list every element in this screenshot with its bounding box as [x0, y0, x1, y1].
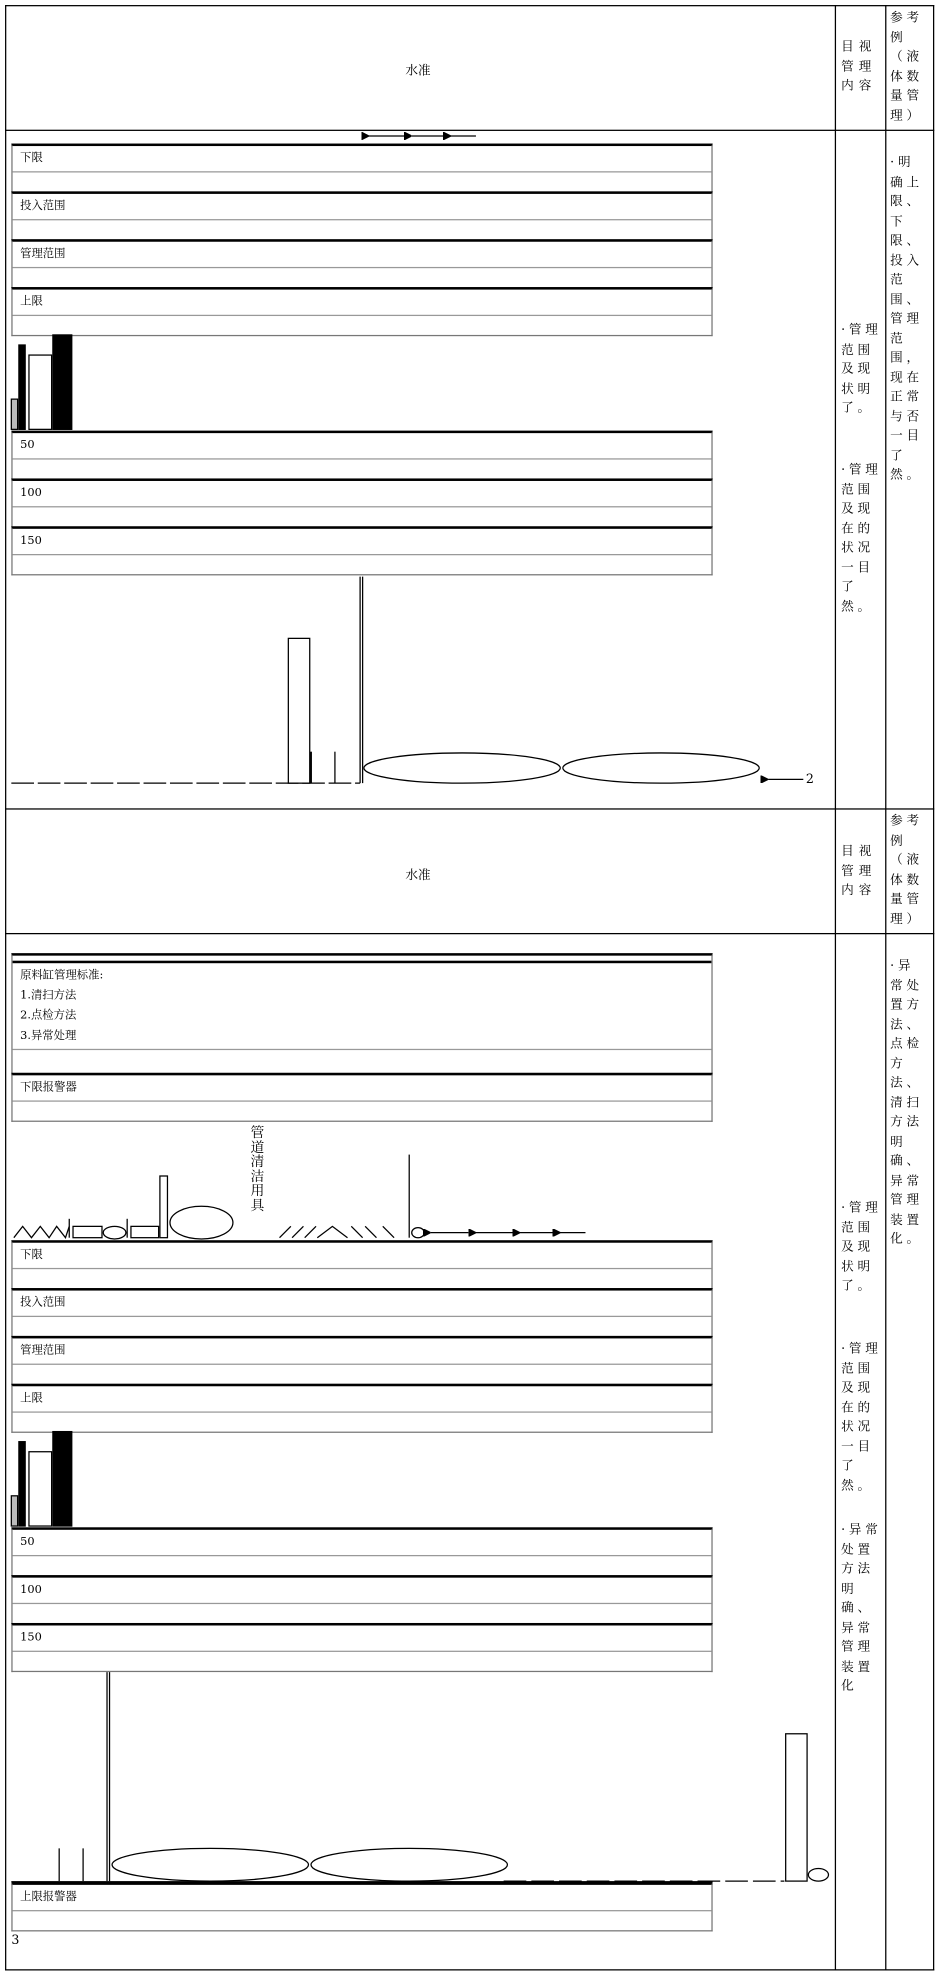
col2-text-2: ·管理范围及现在的状况一目了然。: [841, 1342, 882, 1493]
col2-text-3: ·异常处置方法明确、异常管理装置化: [841, 1523, 882, 1694]
tank-ellipse: [311, 1848, 507, 1881]
header-level-title: 水准: [405, 868, 431, 883]
level-bars: [11, 1432, 71, 1526]
tank-ellipse: [364, 753, 560, 783]
pump-box: [131, 1226, 159, 1237]
pump-box: [73, 1226, 102, 1237]
col3-text: ·异常处置方法、点检方法、清扫方法明确、异常管理装置化。: [890, 959, 923, 1247]
band-label: 下限: [20, 152, 43, 165]
tool-label: 管道清洁用具: [250, 1124, 265, 1214]
band-label: 管理范围: [20, 248, 66, 261]
band-label: 上限: [20, 1392, 43, 1406]
band-label: 150: [20, 1631, 42, 1645]
band-label: 管理范围: [20, 1344, 66, 1358]
vent-pipe: [160, 1176, 168, 1238]
arrow-label: 2: [805, 773, 814, 787]
tank-ellipse: [563, 753, 759, 783]
valve-ellipse: [412, 1228, 425, 1238]
col2-text-1: ·管理范围及现状明了。: [841, 323, 882, 416]
overflow-column: [786, 1734, 807, 1881]
band-label: 100: [20, 487, 42, 500]
band-label: 100: [20, 1583, 42, 1597]
band-label: 下限报警器: [20, 1081, 77, 1095]
standard-item: 1.清扫方法: [20, 989, 77, 1003]
band-label: 上限: [20, 295, 43, 309]
band-label: 下限: [20, 1249, 43, 1262]
slash-marks: [280, 1226, 291, 1237]
standard-item: 2.点检方法: [20, 1009, 77, 1023]
col2-text-2: ·管理范围及现在的状况一目了然。: [841, 463, 882, 614]
header-col3: 参考例（液体数量管理）: [890, 11, 923, 123]
header-col2: 目视管理内容: [841, 844, 877, 898]
page-number: 3: [11, 1933, 20, 1948]
col3-text: ·明确上限、下限、投入范围、管理范围，现在正常与否一目了然。: [890, 156, 923, 483]
col2-text-1: ·管理范围及现状明了。: [841, 1201, 882, 1294]
zigzag-strainer: [14, 1226, 69, 1237]
standard-title: 原料缸管理标准:: [20, 969, 104, 983]
level-bars: [11, 335, 71, 429]
band-label: 投入范围: [20, 1296, 66, 1310]
valve-ellipse: [808, 1869, 828, 1882]
band-label: 50: [20, 439, 35, 453]
tank-ellipse: [170, 1206, 233, 1239]
band-label: 投入范围: [20, 200, 66, 213]
header-level-title: 水准: [405, 64, 431, 79]
valve-ellipse: [103, 1226, 126, 1239]
standard-item: 3.异常处理: [20, 1029, 77, 1043]
header-col2: 目视管理内容: [841, 40, 877, 94]
gauge-column: [288, 638, 309, 783]
band-label: 50: [20, 1536, 35, 1549]
header-col3: 参考例（液体数量管理）: [890, 814, 923, 927]
band-label: 上限报警器: [20, 1891, 77, 1904]
tank-ellipse: [112, 1848, 308, 1881]
band-label: 150: [20, 535, 42, 548]
